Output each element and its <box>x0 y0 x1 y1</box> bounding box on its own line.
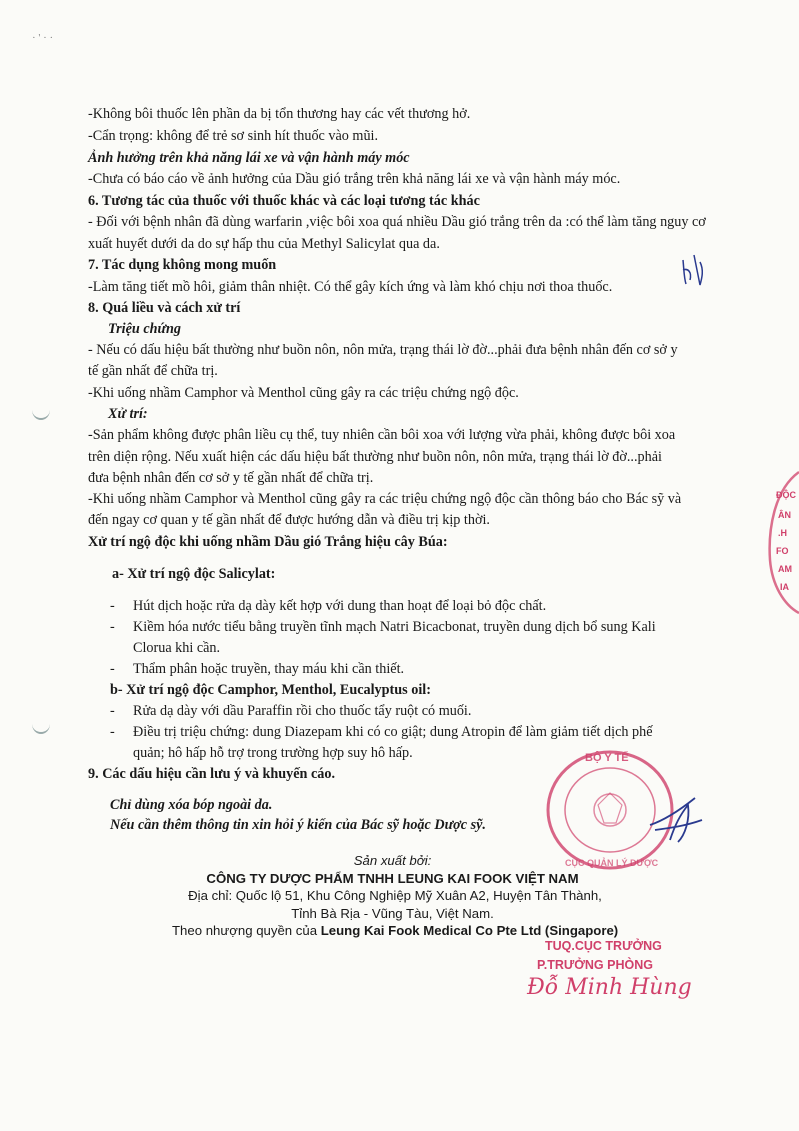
svg-text:IA: IA <box>780 582 789 592</box>
section-subheading: Ảnh hưởng trên khả năng lái xe và vận hành máy móc <box>88 150 410 166</box>
bullet-dash: - <box>110 724 115 740</box>
section-heading: 9. Các dấu hiệu cần lưu ý và khuyến cáo. <box>88 766 335 782</box>
svg-text:FO: FO <box>776 546 789 556</box>
body-line: - Nếu có dấu hiệu bất thường như buồn nôn, nôn mửa, trạng thái lờ đờ...phải đưa bệnh nhân đến cơ sở y <box>88 342 678 358</box>
advice-line: Chỉ dùng xóa bóp ngoài da. <box>110 797 273 813</box>
body-line: tế gần nhất để chữa trị. <box>88 363 218 379</box>
body-line: xuất huyết dưới da do sự hấp thu của Methyl Salicylat qua da. <box>88 236 440 252</box>
list-item: Clorua khi cần. <box>133 640 221 656</box>
manufacturer-label: Sản xuất bởi: <box>353 853 432 868</box>
list-item: quản; hô hấp hỗ trợ trong trường hợp suy hô hấp. <box>133 745 413 761</box>
binder-hole-mark <box>32 400 50 420</box>
license-line <box>172 922 618 939</box>
svg-text:ÂN: ÂN <box>778 510 791 520</box>
body-line: trên diện rộng. Nếu xuất hiện các dấu hiệu bất thường như buồn nôn, nôn mửa, trạng thái lờ đờ...phải <box>88 449 662 465</box>
body-line: -Sản phẩm không được phân liều cụ thể, tuy nhiên cần bôi xoa với lượng vừa phải, không được bôi xoa <box>88 427 676 443</box>
body-line: đến ngay cơ quan y tế gần nhất để được hướng dẫn và điều trị kịp thời. <box>88 512 490 528</box>
license-company: Leung Kai Fook Medical Co Pte Ltd (Singapore) <box>320 923 619 938</box>
section-subheading: Xử trí: <box>108 406 148 422</box>
stamp-signature-name: Đỗ Minh Hùng <box>527 975 692 1000</box>
section-heading: 8. Quá liều và cách xử trí <box>88 300 241 316</box>
list-item: Điều trị triệu chứng: dung Diazepam khi có co giật; dung Atropin để làm giảm tiết dịch phế <box>133 724 653 740</box>
body-line: -Không bôi thuốc lên phần da bị tổn thương hay các vết thương hở. <box>88 106 471 122</box>
section-heading: 7. Tác dụng không mong muốn <box>88 257 277 273</box>
bullet-dash: - <box>110 619 115 635</box>
bullet-dash: - <box>110 703 115 719</box>
body-line: -Khi uống nhầm Camphor và Menthol cũng gây ra các triệu chứng ngộ độc cần thông báo cho Bác sỹ và <box>88 491 682 507</box>
binder-hole-mark <box>32 714 50 734</box>
stamp-title-line: TUQ.CỤC TRƯỞNG <box>545 939 662 953</box>
list-item: Kiềm hóa nước tiểu bằng truyền tĩnh mạch Natri Bicacbonat, truyền dung dịch bổ sung Kali <box>133 619 656 635</box>
section-heading: Xử trí ngộ độc khi uống nhầm Dầu gió Trắng hiệu cây Búa: <box>88 534 448 550</box>
body-line: -Khi uống nhầm Camphor và Menthol cũng gây ra các triệu chứng ngộ độc. <box>88 385 519 401</box>
body-line: -Làm tăng tiết mồ hôi, giảm thân nhiệt. Có thể gây kích ứng và làm khó chịu nơi thoa thuốc. <box>88 279 613 295</box>
bullet-dash: - <box>110 598 115 614</box>
manufacturer-address: Địa chỉ: Quốc lộ 51, Khu Công Nghiệp Mỹ Xuân A2, Huyện Tân Thành, <box>188 888 602 903</box>
list-item: Rửa dạ dày với dầu Paraffin rồi cho thuốc tẩy ruột có muối. <box>133 703 472 719</box>
advice-line: Nếu cần thêm thông tin xin hỏi ý kiến của Bác sỹ hoặc Dược sỹ. <box>110 817 486 833</box>
svg-text:ĐỘC: ĐỘC <box>776 490 796 500</box>
seal-side-text: CỤC QUẢN LÝ DƯỢC <box>565 858 659 868</box>
svg-text:AM: AM <box>778 564 792 574</box>
section-subheading: a- Xử trí ngộ độc Salicylat: <box>112 566 276 582</box>
license-prefix: Theo nhượng quyền của <box>172 923 321 938</box>
stamp-title-line: P.TRƯỞNG PHÒNG <box>537 958 653 972</box>
manufacturer-address: Tỉnh Bà Rịa - Vũng Tàu, Việt Nam. <box>291 906 494 921</box>
list-item: Thẩm phân hoặc truyền, thay máu khi cần thiết. <box>133 661 405 677</box>
signature-icon <box>640 790 710 850</box>
partial-stamp-icon <box>764 470 799 615</box>
body-line: đưa bệnh nhân đến cơ sở y tế gần nhất để chữa trị. <box>88 470 374 486</box>
list-item: Hút dịch hoặc rửa dạ dày kết hợp với dung than hoạt để loại bỏ độc chất. <box>133 598 547 614</box>
manufacturer-name: CÔNG TY DƯỢC PHẨM TNHH LEUNG KAI FOOK VIỆT NAM <box>206 871 579 886</box>
svg-text:.H: .H <box>778 528 787 538</box>
section-subheading: Triệu chứng <box>108 321 182 337</box>
section-heading: 6. Tương tác của thuốc với thuốc khác và các loại tương tác khác <box>88 193 480 209</box>
initials-icon <box>678 250 708 290</box>
seal-top-text: BỘ Y TẾ <box>585 752 629 764</box>
body-line: -Cẩn trọng: không để trẻ sơ sinh hít thuốc vào mũi. <box>88 128 379 144</box>
bullet-dash: - <box>110 661 115 677</box>
section-subheading: b- Xử trí ngộ độc Camphor, Menthol, Eucalyptus oil: <box>110 682 431 698</box>
scan-mark: · ' · · <box>32 32 54 44</box>
body-line: - Đối với bệnh nhân đã dùng warfarin ,việc bôi xoa quá nhiều Dầu gió trắng trên da :có thể làm tăng nguy cơ <box>88 214 706 230</box>
body-line: -Chưa có báo cáo về ảnh hưởng của Dầu gió trắng trên khả năng lái xe và vận hành máy móc. <box>88 171 621 187</box>
